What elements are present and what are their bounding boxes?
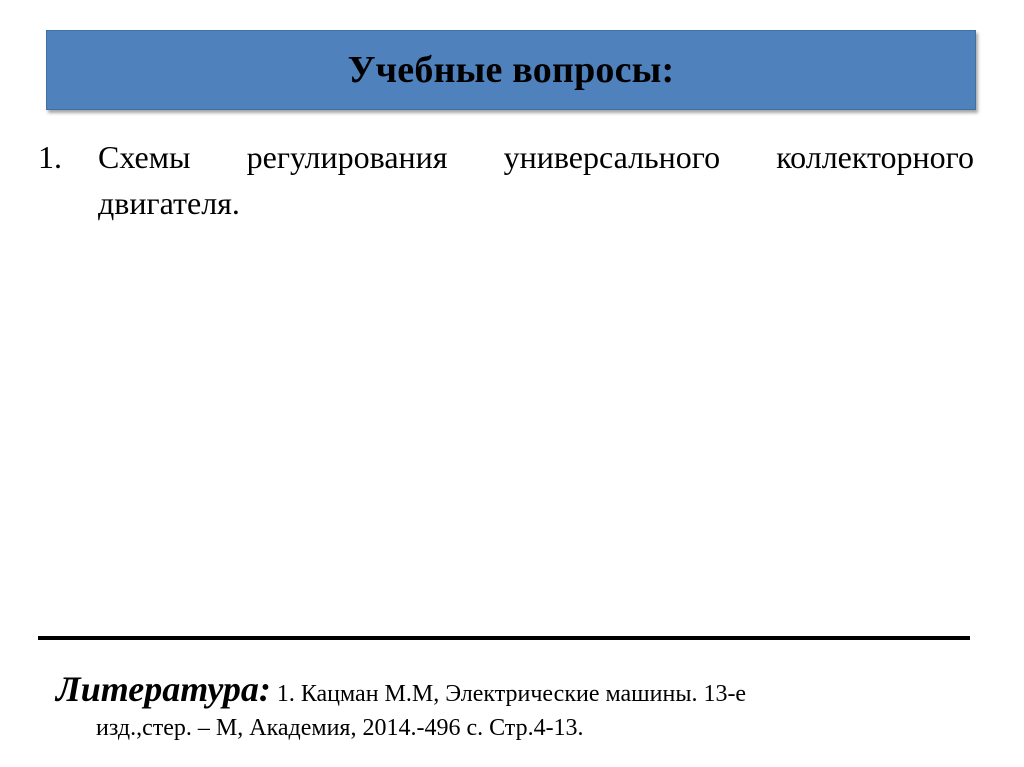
title-banner: [46, 30, 976, 110]
slide-title: Учебные вопросы:: [347, 49, 675, 91]
question-number: 1.: [38, 139, 62, 175]
literature-section: [56, 669, 956, 745]
list-item: [38, 134, 974, 226]
literature-reference-line1: 1. Кацман М.М, Электрические машины. 13-е: [276, 681, 747, 707]
question-text: Схемы регулирования универсального коллекторного двигателя.: [98, 139, 974, 221]
literature-label: Литература:: [56, 669, 271, 709]
questions-list: [38, 134, 974, 226]
divider-line: [38, 636, 970, 640]
literature-reference-line2: изд.,стер. – М, Академия, 2014.-496 с. Стр.4-13.: [96, 715, 584, 741]
